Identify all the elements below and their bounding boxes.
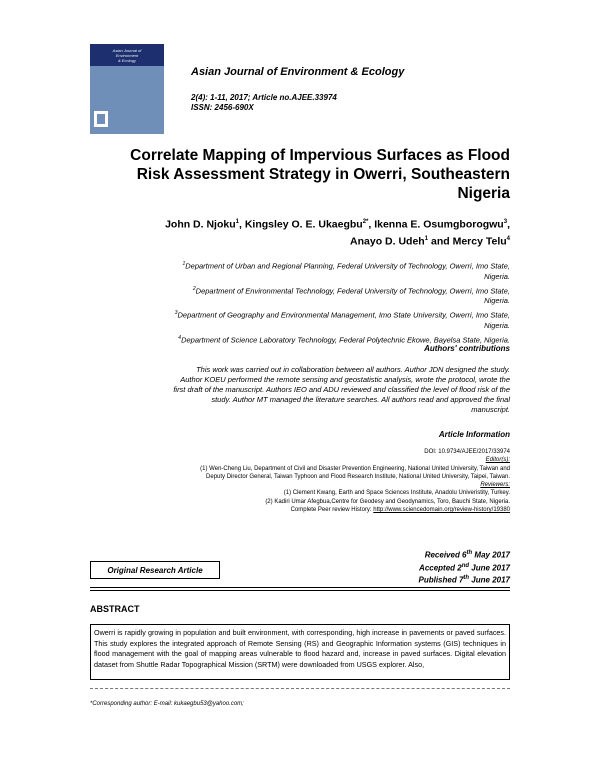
author-list: John D. Njoku$^1$, Kingsley O. E. Ukaegbu$^{2*}$, Ikenna E. Osumgborogwu$^3$, Anayo D. Udeh$^1$ and Mercy Telu$^4$ [165,218,510,247]
footnote-separator [90,688,510,689]
contributions-text: This work was carried out in collaboration between all authors. Author JDN designed the study. Author KOEU performed the remote sensing and geostatistic analysis, wrote the protocol, wrote the first draft of the manuscript. Authors IEO and ADU reviewed and classified the level of flood risk of the study. Author MT managed the literature searches. All authors read and approved the final manuscript. [173,365,510,414]
journal-name: Asian Journal of Environment & Ecology [191,66,405,78]
abstract-heading: ABSTRACT [90,604,140,614]
affiliations: $^1$Department of Urban and Regional Planning, Federal University of Technology, Owerri, Imo State, Nigeria. $^2$Department of Environmental Technology, Federal University of Technology, Owerri, Imo State, Nigeria. $^3$Department of Geography and Environmental Management, Imo State University, Owerri, Imo State, Nigeria. $^4$Department of Science Laboratory Technology, Federal Polytechnic Ekowe, Bayelsa State, Nigeria. [80,259,510,345]
article-info: DOI: 10.9734/AJEE/2017/33974 Editor(s): (1) Wen-Cheng Liu, Department of Civil and Disaster Prevention Engineering, National United University, Taiwan and Deputy Director General, Taiwan Typhoon and Flood Research Institute, National United University, Taipei, Taiwan. Reviewers: (1) Clement Kwang, Earth and Space Sciences Institute, Anadolu Univeristity, Turkey. (2) Kadiri Umar Afegbua,Centre for Geodesy and Geodynamics, Toro, Bauchi State, Nigeria. Complete Peer review History: http://www.sciencedomain.org/review-history/19380 [90,448,510,514]
divider-bottom [90,590,510,591]
review-history: Complete Peer review History: http://www.sciencedomain.org/review-history/19380 [290,507,510,514]
doi: DOI: 10.9734/AJEE/2017/33974 [424,449,510,455]
reviewers-label: Reviewers: [480,482,510,489]
abstract-box: Owerri is rapidly growing in population and built environment, with corresponding, high increase in pavements or paved surfaces. This study explores the integrated approach of Remote Sensing (RS) and Geographic Information systems (GIS) techniques in flood management with the goal of mapping areas vulnerable to flood hazard and, increase in paved surfaces. Digital elevation dataset from Shuttle Radar Topographical Mission (SRTM) were downloaded from USGS explorer. Also, [90,624,510,680]
published-date: Published 7th June 2017 [418,575,510,585]
editors-label: Editor(s): [485,457,510,464]
corresponding-author-footnote: *Corresponding author: E-mail: kukaegbu53@yahoo.com; [90,701,244,707]
accepted-date: Accepted 2nd June 2017 [419,562,510,573]
cover-logo [94,111,108,127]
paper-title: Correlate Mapping of Impervious Surfaces as Flood Risk Assessment Strategy in Owerri, Southeastern Nigeria [130,147,510,202]
article-info-heading: Article Information [438,430,510,439]
review-history-link[interactable]: http://www.sciencedomain.org/review-history/19380 [373,507,510,514]
affiliation-2: $^2$Department of Environmental Technology, Federal University of Technology, Owerri, Imo State, [192,285,510,295]
divider-top [90,587,510,588]
issn: ISSN: 2456-690X [191,103,254,112]
cover-title: Asian Journal of Environment & Ecology [112,48,142,63]
affiliation-1: $^1$Department of Urban and Regional Planning, Federal University of Technology, Owerri, Imo State, [182,261,510,271]
article-dates [300,548,510,586]
journal-cover-thumbnail [90,44,164,134]
volume-info: 2(4): 1-11, 2017; Article no.AJEE.33974 [191,93,337,102]
affiliation-3: $^3$Department of Geography and Environmental Management, Imo State University, Owerri, Imo State, [174,310,510,320]
received-date: Received 6th May 2017 [424,550,510,560]
contributions-heading: Authors' contributions [424,344,510,353]
article-type-box: Original Research Article [90,561,220,579]
affiliation-4: $^4$Department of Science Laboratory Technology, Federal Polytechnic Ekowe, Bayelsa State, Nigeria. [178,334,510,344]
